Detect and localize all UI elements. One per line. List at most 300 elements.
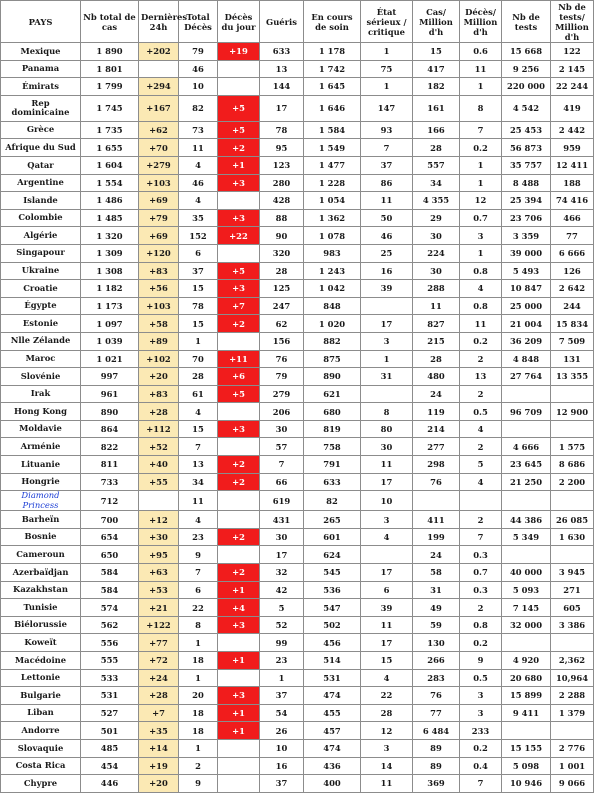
cell-total-tests: 32 000 [502,616,551,634]
cell-total-cases: 733 [81,473,139,491]
cell-country: Bulgarie [1,687,81,705]
cell-recovered: 37 [260,687,304,705]
cell-deaths-per-million: 0.3 [460,546,502,564]
cell-critical: 147 [361,95,413,121]
cell-new-deaths: +1 [218,722,260,740]
cell-active-cases: 455 [304,704,361,722]
cell-total-deaths: 70 [179,350,218,368]
cell-total-deaths: 73 [179,121,218,139]
cell-country: Émirats [1,78,81,96]
cell-tests-per-million: 3 945 [551,564,594,582]
cell-tests-per-million [551,420,594,438]
cell-country: Azerbaïdjan [1,564,81,582]
cell-new-deaths: +5 [218,385,260,403]
cell-deaths-per-million: 0.8 [460,297,502,315]
cell-recovered: 428 [260,192,304,210]
cell-total-cases: 1 308 [81,262,139,280]
cell-critical: 50 [361,209,413,227]
cell-deaths-per-million: 0.3 [460,581,502,599]
cell-recovered: 66 [260,473,304,491]
cell-cases-per-million: 161 [413,95,460,121]
cell-new-deaths: +2 [218,528,260,546]
cell-tests-per-million: 244 [551,297,594,315]
cell-total-cases: 654 [81,528,139,546]
table-row [1,669,594,687]
cell-country: Kazakhstan [1,581,81,599]
cell-new-cases: +40 [139,456,179,474]
cell-active-cases: 1 042 [304,280,361,298]
cell-tests-per-million: 2 288 [551,687,594,705]
cell-deaths-per-million: 2 [460,350,502,368]
cell-deaths-per-million: 1 [460,244,502,262]
cell-country: Grèce [1,121,81,139]
cell-total-tests: 23 645 [502,456,551,474]
cell-total-tests: 35 757 [502,156,551,174]
cell-new-cases: +167 [139,95,179,121]
cell-critical: 3 [361,332,413,350]
cell-recovered: 144 [260,78,304,96]
cell-total-tests [502,722,551,740]
cell-critical: 93 [361,121,413,139]
cell-total-deaths: 6 [179,581,218,599]
cell-new-deaths: +6 [218,368,260,386]
cell-deaths-per-million: 9 [460,652,502,670]
cell-cases-per-million: 11 [413,297,460,315]
cell-recovered: 247 [260,297,304,315]
cell-total-tests [502,420,551,438]
cell-country: Lituanie [1,456,81,474]
cell-new-cases: +72 [139,652,179,670]
cell-total-deaths: 34 [179,473,218,491]
cell-country: Afrique du Sud [1,139,81,157]
cell-total-cases: 1 799 [81,78,139,96]
cell-new-cases [139,491,179,511]
cell-cases-per-million: 31 [413,581,460,599]
table-row [1,280,594,298]
cell-cases-per-million: 283 [413,669,460,687]
cell-tests-per-million: 74 416 [551,192,594,210]
cell-new-cases: +56 [139,280,179,298]
cell-critical: 3 [361,511,413,529]
cell-new-deaths [218,438,260,456]
cell-cases-per-million: 417 [413,60,460,78]
cell-country: Hongrie [1,473,81,491]
cell-recovered: 125 [260,280,304,298]
cell-new-cases: +20 [139,368,179,386]
cell-total-deaths: 18 [179,722,218,740]
cell-total-tests: 56 873 [502,139,551,157]
cell-new-deaths: +3 [218,687,260,705]
cell-total-deaths: 8 [179,616,218,634]
cell-critical: 17 [361,315,413,333]
cell-total-cases: 1 890 [81,43,139,61]
cell-total-tests: 220 000 [502,78,551,96]
cell-recovered: 30 [260,420,304,438]
table-row [1,599,594,617]
cell-deaths-per-million: 3 [460,227,502,245]
cell-recovered: 10 [260,739,304,757]
cell-country: Chypre [1,775,81,793]
cell-active-cases: 400 [304,775,361,793]
cell-new-deaths: +19 [218,43,260,61]
cell-critical: 16 [361,262,413,280]
cell-total-tests [502,491,551,511]
cell-new-cases: +20 [139,775,179,793]
cell-new-cases: +69 [139,192,179,210]
cell-country: Irak [1,385,81,403]
cell-new-deaths: +1 [218,156,260,174]
cell-recovered: 206 [260,403,304,421]
cell-active-cases: 531 [304,669,361,687]
cell-recovered: 17 [260,546,304,564]
table-row [1,368,594,386]
table-row [1,528,594,546]
cell-new-cases [139,60,179,78]
cell-total-deaths: 4 [179,403,218,421]
cell-cases-per-million: 24 [413,385,460,403]
cell-new-cases: +70 [139,139,179,157]
cell-deaths-per-million: 2 [460,511,502,529]
cell-tests-per-million: 12 900 [551,403,594,421]
cell-critical: 37 [361,156,413,174]
cell-new-cases: +103 [139,297,179,315]
cell-total-tests: 96 709 [502,403,551,421]
cell-new-deaths: +1 [218,581,260,599]
cell-tests-per-million: 271 [551,581,594,599]
cell-cases-per-million: 59 [413,616,460,634]
cell-critical: 22 [361,687,413,705]
cell-country: Andorre [1,722,81,740]
table-row [1,546,594,564]
cell-cases-per-million: 214 [413,420,460,438]
table-row [1,297,594,315]
cell-critical: 14 [361,757,413,775]
table-row [1,78,594,96]
cell-new-cases: +62 [139,121,179,139]
cell-new-cases: +83 [139,385,179,403]
cell-total-deaths: 82 [179,95,218,121]
cell-total-cases: 864 [81,420,139,438]
cell-total-tests: 15 668 [502,43,551,61]
cell-total-deaths: 18 [179,652,218,670]
cell-total-cases: 1 655 [81,139,139,157]
cell-tests-per-million [551,385,594,403]
cell-country: Biélorussie [1,616,81,634]
cell-country: Islande [1,192,81,210]
cell-total-tests: 10 946 [502,775,551,793]
cell-total-cases: 811 [81,456,139,474]
cell-active-cases: 82 [304,491,361,511]
cell-cases-per-million: 224 [413,244,460,262]
cell-total-tests: 5 093 [502,581,551,599]
table-row [1,775,594,793]
cell-total-deaths: 35 [179,209,218,227]
cell-deaths-per-million: 1 [460,174,502,192]
cell-deaths-per-million: 0.2 [460,634,502,652]
cell-total-deaths: 7 [179,438,218,456]
cell-tests-per-million: 12 411 [551,156,594,174]
table-body [1,43,594,793]
cell-total-cases: 961 [81,385,139,403]
cell-critical: 31 [361,368,413,386]
cell-total-cases: 454 [81,757,139,775]
cell-active-cases: 791 [304,456,361,474]
cell-recovered: 16 [260,757,304,775]
table-row [1,581,594,599]
cell-cases-per-million: 30 [413,262,460,280]
cell-tests-per-million [551,491,594,511]
cell-total-deaths: 1 [179,634,218,652]
cell-new-cases: +12 [139,511,179,529]
table-row [1,139,594,157]
cell-critical: 25 [361,244,413,262]
cell-new-cases: +95 [139,546,179,564]
cell-cases-per-million: 182 [413,78,460,96]
cell-new-cases: +53 [139,581,179,599]
cell-new-cases: +112 [139,420,179,438]
cell-deaths-per-million: 233 [460,722,502,740]
cell-critical: 30 [361,438,413,456]
table-row [1,687,594,705]
cell-new-deaths [218,669,260,687]
cell-active-cases: 436 [304,757,361,775]
cell-critical: 15 [361,652,413,670]
cell-new-deaths [218,192,260,210]
cell-deaths-per-million: 1 [460,156,502,174]
cell-cases-per-million: 89 [413,739,460,757]
cell-new-cases: +122 [139,616,179,634]
cell-total-deaths: 11 [179,491,218,511]
cell-active-cases: 848 [304,297,361,315]
cell-deaths-per-million: 2 [460,438,502,456]
cell-recovered: 320 [260,244,304,262]
cell-country: Ukraine [1,262,81,280]
cell-total-tests: 9 411 [502,704,551,722]
cell-new-deaths: +2 [218,473,260,491]
cell-cases-per-million: 76 [413,687,460,705]
cell-new-deaths: +3 [218,174,260,192]
table-row [1,739,594,757]
cell-total-cases: 1 021 [81,350,139,368]
cell-total-deaths: 13 [179,456,218,474]
cell-tests-per-million [551,546,594,564]
cell-total-cases: 1 309 [81,244,139,262]
cell-new-deaths [218,775,260,793]
cell-cases-per-million: 6 484 [413,722,460,740]
cell-recovered: 633 [260,43,304,61]
cell-total-tests: 4 666 [502,438,551,456]
cell-active-cases: 1 362 [304,209,361,227]
cell-tests-per-million: 9 066 [551,775,594,793]
cell-recovered: 52 [260,616,304,634]
cell-total-cases: 1 604 [81,156,139,174]
cell-recovered: 76 [260,350,304,368]
cell-country: Slovénie [1,368,81,386]
cell-critical: 7 [361,139,413,157]
cell-tests-per-million: 26 085 [551,511,594,529]
cell-total-deaths: 2 [179,757,218,775]
cell-tests-per-million: 1 575 [551,438,594,456]
header-total-tests: Nb de tests [502,1,551,43]
cell-deaths-per-million: 1 [460,78,502,96]
cell-country: Panama [1,60,81,78]
cell-cases-per-million: 34 [413,174,460,192]
cell-total-cases: 555 [81,652,139,670]
cell-new-deaths [218,60,260,78]
cell-total-tests: 21 004 [502,315,551,333]
cell-total-deaths: 15 [179,315,218,333]
cell-new-cases: +79 [139,209,179,227]
cell-total-cases: 1 039 [81,332,139,350]
cell-deaths-per-million: 0.7 [460,564,502,582]
cell-active-cases: 1 742 [304,60,361,78]
cell-cases-per-million: 58 [413,564,460,582]
cell-total-deaths: 9 [179,775,218,793]
cell-total-deaths: 4 [179,511,218,529]
cell-tests-per-million: 15 834 [551,315,594,333]
cell-new-cases: +28 [139,687,179,705]
cell-tests-per-million: 22 244 [551,78,594,96]
cell-total-cases: 1 801 [81,60,139,78]
cell-recovered: 156 [260,332,304,350]
cell-country: Colombie [1,209,81,227]
cell-new-cases: +279 [139,156,179,174]
cell-country: Slovaquie [1,739,81,757]
cell-deaths-per-million: 0.8 [460,616,502,634]
cell-tests-per-million: 1 379 [551,704,594,722]
cell-total-deaths: 79 [179,43,218,61]
cell-deaths-per-million: 3 [460,704,502,722]
cell-total-cases: 574 [81,599,139,617]
table-row [1,403,594,421]
cell-cases-per-million: 215 [413,332,460,350]
cell-total-cases: 1 745 [81,95,139,121]
table-row [1,564,594,582]
cell-active-cases: 601 [304,528,361,546]
cell-cases-per-million [413,491,460,511]
cell-new-cases: +120 [139,244,179,262]
cell-active-cases: 1 178 [304,43,361,61]
cell-active-cases: 474 [304,687,361,705]
header-new-cases: Dernières 24h [139,1,179,43]
cell-recovered: 7 [260,456,304,474]
cell-total-tests: 10 847 [502,280,551,298]
table-row [1,156,594,174]
cell-total-deaths: 20 [179,687,218,705]
cell-active-cases: 1 645 [304,78,361,96]
cell-total-cases: 1 173 [81,297,139,315]
table-row [1,209,594,227]
cell-tests-per-million: 1 001 [551,757,594,775]
cell-cases-per-million: 76 [413,473,460,491]
cell-total-cases: 584 [81,581,139,599]
cell-tests-per-million: 3 386 [551,616,594,634]
cell-new-deaths [218,332,260,350]
cell-tests-per-million: 2 642 [551,280,594,298]
cell-total-tests: 39 000 [502,244,551,262]
cell-recovered: 62 [260,315,304,333]
cell-total-deaths: 11 [179,139,218,157]
cell-cases-per-million: 119 [413,403,460,421]
header-total-cases: Nb total de cas [81,1,139,43]
cell-new-cases: +55 [139,473,179,491]
cell-new-cases: +89 [139,332,179,350]
cell-recovered: 13 [260,60,304,78]
cell-total-deaths: 1 [179,669,218,687]
cell-deaths-per-million: 2 [460,599,502,617]
cell-total-tests: 5 349 [502,528,551,546]
cell-deaths-per-million: 12 [460,192,502,210]
cell-total-cases: 1 735 [81,121,139,139]
cell-critical: 11 [361,456,413,474]
cell-country: Costa Rica [1,757,81,775]
table-row [1,244,594,262]
cell-new-cases: +19 [139,757,179,775]
cell-recovered: 23 [260,652,304,670]
cell-cases-per-million: 166 [413,121,460,139]
cell-active-cases: 1 228 [304,174,361,192]
cell-total-cases: 650 [81,546,139,564]
cell-critical: 86 [361,174,413,192]
cell-recovered: 123 [260,156,304,174]
cell-total-cases: 1 554 [81,174,139,192]
cell-total-deaths: 37 [179,262,218,280]
cell-new-cases: +69 [139,227,179,245]
table-row [1,704,594,722]
cell-critical: 28 [361,704,413,722]
cell-new-cases: +28 [139,403,179,421]
cell-tests-per-million: 1 630 [551,528,594,546]
cell-cases-per-million: 411 [413,511,460,529]
cell-recovered: 619 [260,491,304,511]
cell-tests-per-million: 13 355 [551,368,594,386]
cell-country: Hong Kong [1,403,81,421]
cell-total-cases: 890 [81,403,139,421]
cell-deaths-per-million: 0.5 [460,403,502,421]
cell-critical: 17 [361,634,413,652]
cell-new-deaths [218,511,260,529]
cell-tests-per-million: 8 686 [551,456,594,474]
cell-active-cases: 536 [304,581,361,599]
cell-active-cases: 633 [304,473,361,491]
cell-total-deaths: 10 [179,78,218,96]
cell-total-tests: 4 542 [502,95,551,121]
cell-country: Rep dominicaine [1,95,81,121]
cell-deaths-per-million: 0.5 [460,669,502,687]
cell-recovered: 95 [260,139,304,157]
table-row [1,722,594,740]
header-critical: État sérieux / critique [361,1,413,43]
table-row [1,473,594,491]
cell-deaths-per-million: 7 [460,121,502,139]
cell-tests-per-million: 2 200 [551,473,594,491]
header-deaths-per-million: Décès/ Million d'h [460,1,502,43]
cell-recovered: 30 [260,528,304,546]
cell-total-deaths: 18 [179,704,218,722]
cell-critical: 39 [361,280,413,298]
cell-tests-per-million: 126 [551,262,594,280]
cell-deaths-per-million: 13 [460,368,502,386]
cell-country: Lettonie [1,669,81,687]
cell-new-cases: +14 [139,739,179,757]
cell-new-deaths [218,739,260,757]
cell-new-deaths: +22 [218,227,260,245]
cell-cases-per-million: 4 355 [413,192,460,210]
cell-new-deaths: +2 [218,315,260,333]
cell-total-deaths: 9 [179,546,218,564]
cell-total-deaths: 15 [179,420,218,438]
cell-critical: 80 [361,420,413,438]
